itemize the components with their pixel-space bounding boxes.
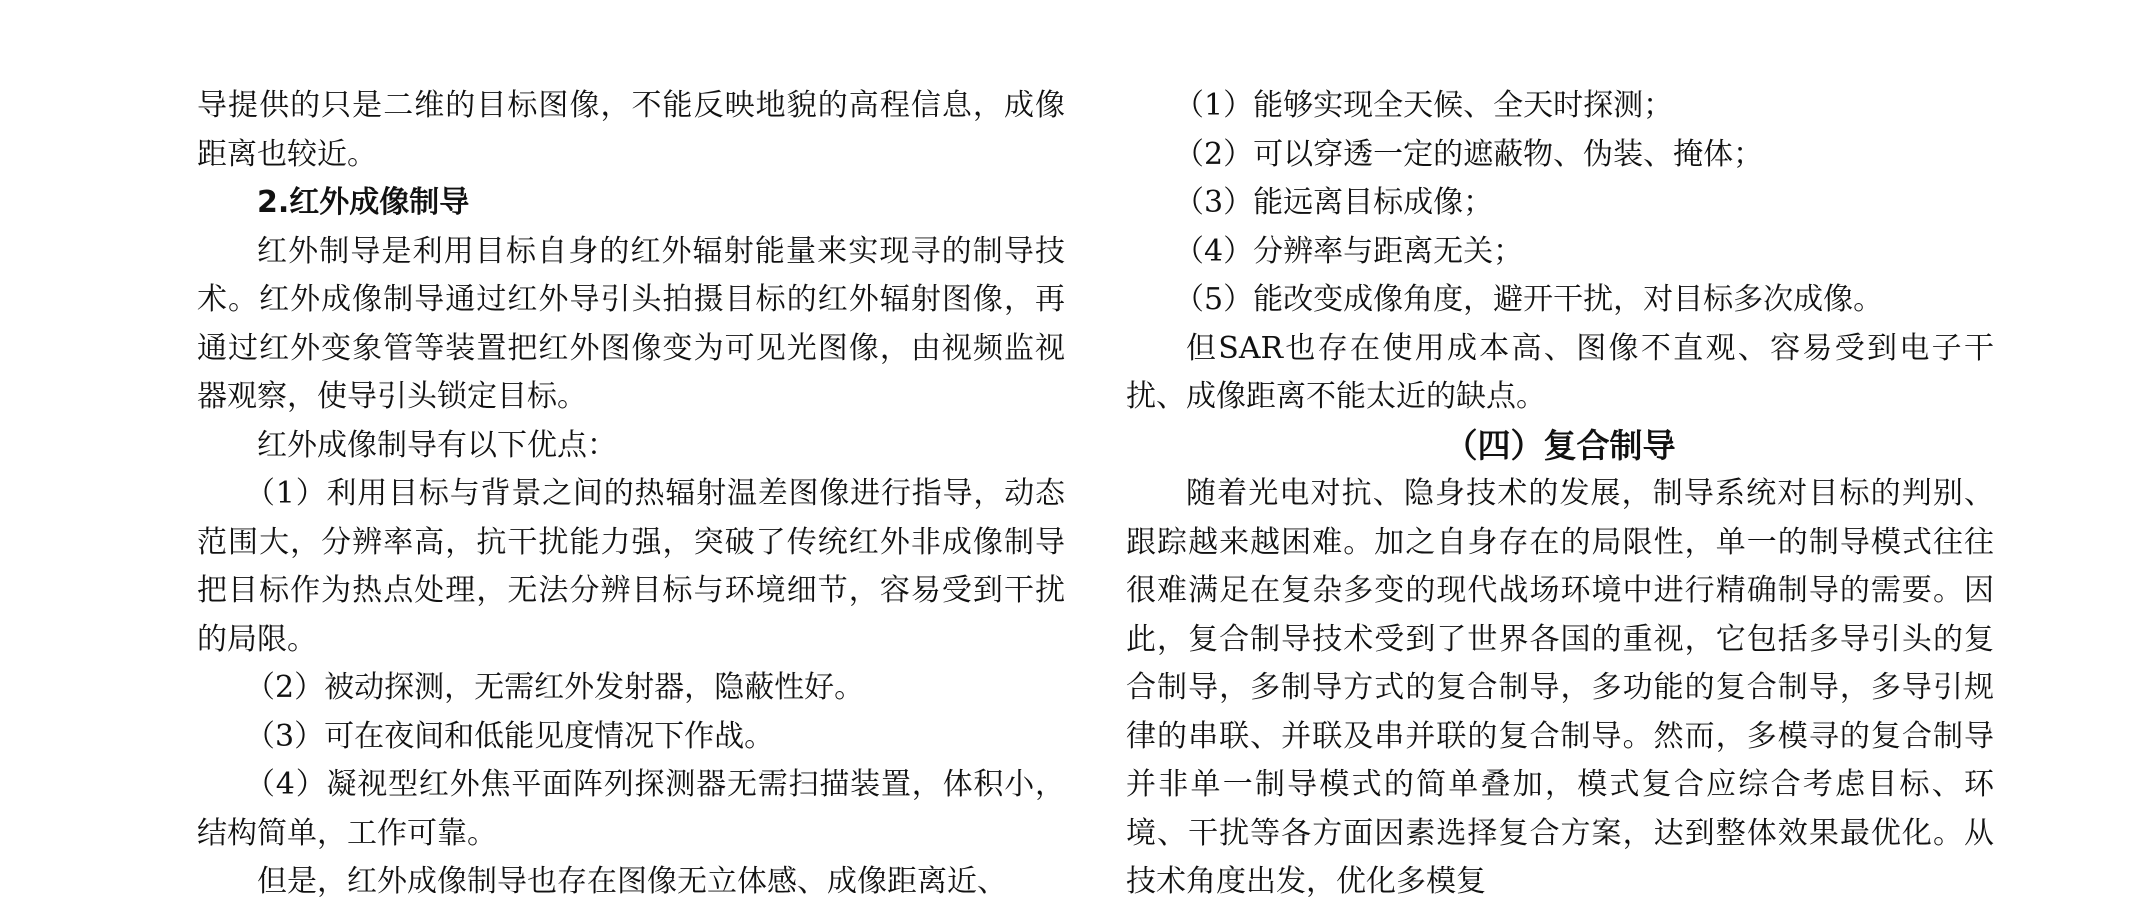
advantages-intro-paragraph: 红外成像制导有以下优点： — [257, 427, 617, 463]
sar-disadvantage-paragraph: 但SAR也存在使用成本高、图像不直观、容易受到电子干扰、成像距离不能太近的缺点。 — [1126, 330, 1994, 414]
sar-item-4: （4）分辨率与距离无关； — [1174, 233, 1524, 269]
advantage-item-4: （4）凝视型红外焦平面阵列探测器无需扫描装置，体积小，结构简单，工作可靠。 — [197, 767, 1065, 851]
disadvantage-paragraph: 但是，红外成像制导也存在图像无立体感、成像距离近、 — [257, 864, 1007, 899]
right-column — [1126, 82, 1994, 900]
advantage-item-1: （1）利用目标与背景之间的热辐射温差图像进行指导，动态范围大，分辨率高，抗干扰能力强，突破了传统红外非成像制导把目标作为热点处理，无法分辨目标与环境细节，容易受到干扰的局限。 — [197, 476, 1065, 657]
infrared-imaging-heading: 2.红外成像制导 — [257, 185, 470, 220]
sar-item-3: （3）能远离目标成像； — [1174, 185, 1494, 220]
advantage-item-3: （3）可在夜间和低能见度情况下作战。 — [245, 718, 775, 754]
sar-item-1: （1）能够实现全天候、全天时探测； — [1174, 88, 1674, 123]
composite-guidance-paragraph: 随着光电对抗、隐身技术的发展，制导系统对目标的判别、跟踪越来越困难。加之自身存在的局限性，单一的制导模式往往很难满足在复杂多变的现代战场环境中进行精确制导的需要。因此，复合制导技术受到了世界各国的重视，它包括多导引头的复合制导，多制导方式的复合制导，多功能的复合制导，多导引规律的串联、并联及串并联的复合制导。然而，多模寻的复合制导并非单一制导模式的简单叠加，模式复合应综合考虑目标、环境、干扰等各方面因素选择复合方案，达到整体效果最优化。从技术角度出发，优化多模复 — [1126, 476, 1994, 899]
left-column — [197, 82, 1065, 900]
infrared-definition-paragraph: 红外制导是利用目标自身的红外辐射能量来实现寻的制导技术。红外成像制导通过红外导引头拍摄目标的红外辐射图像，再通过红外变象管等装置把红外图像变为可见光图像，由视频监视器观察，使导引头锁定目标。 — [197, 233, 1065, 414]
composite-guidance-heading: （四）复合制导 — [1444, 425, 1676, 465]
intro-paragraph: 导提供的只是二维的目标图像，不能反映地貌的高程信息，成像距离也较近。 — [197, 88, 1065, 172]
sar-item-5: （5）能改变成像角度，避开干扰，对目标多次成像。 — [1174, 282, 1884, 317]
sar-item-2: （2）可以穿透一定的遮蔽物、伪装、掩体； — [1174, 136, 1764, 172]
advantage-item-2: （2）被动探测，无需红外发射器，隐蔽性好。 — [245, 670, 865, 705]
